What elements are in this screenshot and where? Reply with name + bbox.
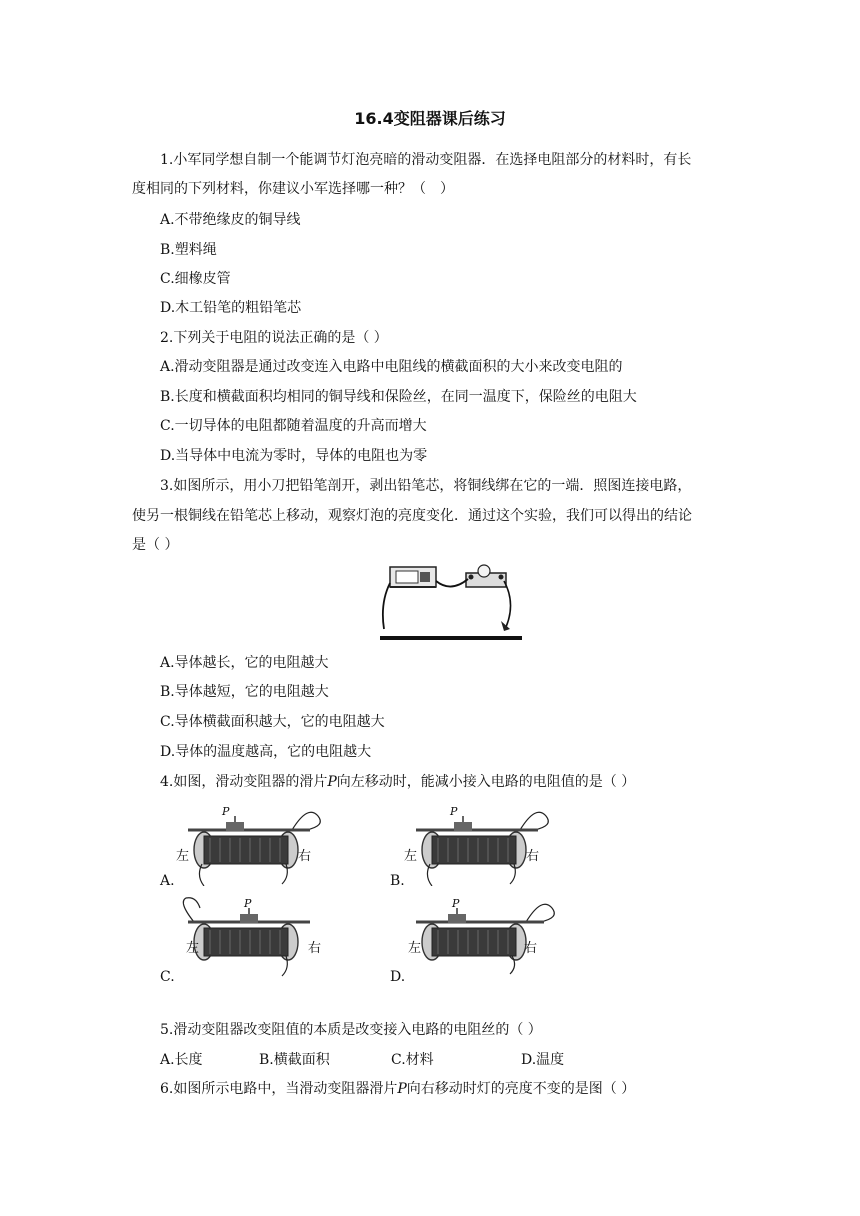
q5-option-a: A.长度 [160, 1052, 203, 1068]
rheostat-figure-d [402, 894, 560, 978]
q2-option-a: A.滑动变阻器是通过改变连入电路中电阻线的横截面积的大小来改变电阻的 [160, 359, 623, 375]
q3-stem-line2: 使另一根铜线在铅笔芯上移动，观察灯泡的亮度变化．通过这个实验，我们可以得出的结论 [132, 508, 692, 524]
q4-stem-variable: P [327, 774, 337, 790]
slider-label-p: P [222, 805, 230, 818]
slider-label-p: P [452, 897, 460, 910]
q4-stem [160, 772, 635, 792]
right-label: 右 [524, 941, 538, 956]
q6-stem [160, 1079, 635, 1099]
q3-option-d: D.导体的温度越高，它的电阻越大 [160, 744, 372, 760]
q3-option-c: C.导体横截面积越大，它的电阻越大 [160, 714, 385, 730]
q4-option-a: A. [160, 873, 175, 889]
q3-option-b: B.导体越短，它的电阻越大 [160, 684, 329, 700]
q5-stem: 5.滑动变阻器改变阻值的本质是改变接入电路的电阻丝的（ ） [160, 1022, 542, 1038]
rheostat-figure-b [402, 802, 560, 886]
q1-option-b: B.塑料绳 [160, 242, 217, 258]
left-label: 左 [176, 849, 190, 864]
q5-option-b: B.横截面积 [259, 1052, 330, 1068]
right-label: 右 [298, 849, 312, 864]
q5-option-d: D.温度 [521, 1052, 565, 1068]
q4-option-d: D. [390, 969, 406, 985]
slider-label-p: P [450, 805, 458, 818]
q1-option-a: A.不带绝缘皮的铜导线 [160, 212, 301, 228]
pencil-circuit-figure [376, 563, 524, 647]
q3-stem-line1: 3.如图所示，用小刀把铅笔剖开，剥出铅笔芯，将铜线绑在它的一端．照图连接电路， [160, 478, 692, 494]
q3-stem-line3: 是（ ） [132, 537, 179, 553]
q1-stem-line2: 度相同的下列材料，你建议小军选择哪一种？（ ） [132, 181, 454, 197]
q6-stem-pre: 6.如图所示电路中，当滑动变阻器滑片 [160, 1081, 398, 1097]
q1-option-c: C.细橡皮管 [160, 271, 231, 287]
q2-option-d: D.当导体中电流为零时，导体的电阻也为零 [160, 448, 428, 464]
q1-stem-line1: 1.小军同学想自制一个能调节灯泡亮暗的滑动变阻器．在选择电阻部分的材料时，有长 [160, 152, 692, 168]
left-label: 左 [186, 941, 200, 956]
q5-option-c: C.材料 [391, 1052, 434, 1068]
rheostat-figure-c [174, 894, 332, 978]
left-label: 左 [408, 941, 422, 956]
q3-option-a: A.导体越长，它的电阻越大 [160, 655, 329, 671]
q2-stem: 2.下列关于电阻的说法正确的是（ ） [160, 330, 388, 346]
q2-option-c: C.一切导体的电阻都随着温度的升高而增大 [160, 418, 427, 434]
q4-option-b: B. [390, 873, 405, 889]
q4-stem-pre: 4.如图，滑动变阻器的滑片 [160, 774, 328, 790]
q4-option-c: C. [160, 969, 175, 985]
q6-stem-variable: P [397, 1081, 407, 1097]
q2-option-b: B.长度和横截面积均相同的铜导线和保险丝，在同一温度下，保险丝的电阻大 [160, 389, 637, 405]
q4-stem-post: 向左移动时，能减小接入电路的电阻值的是（ ） [336, 774, 636, 790]
left-label: 左 [404, 849, 418, 864]
slider-label-p: P [244, 897, 252, 910]
page-title: 16.4变阻器课后练习 [354, 109, 506, 128]
q6-stem-post: 向右移动时灯的亮度不变的是图（ ） [406, 1081, 636, 1097]
rheostat-figure-a [174, 802, 332, 886]
right-label: 右 [308, 941, 322, 956]
q1-option-d: D.木工铅笔的粗铅笔芯 [160, 300, 302, 316]
right-label: 右 [526, 849, 540, 864]
